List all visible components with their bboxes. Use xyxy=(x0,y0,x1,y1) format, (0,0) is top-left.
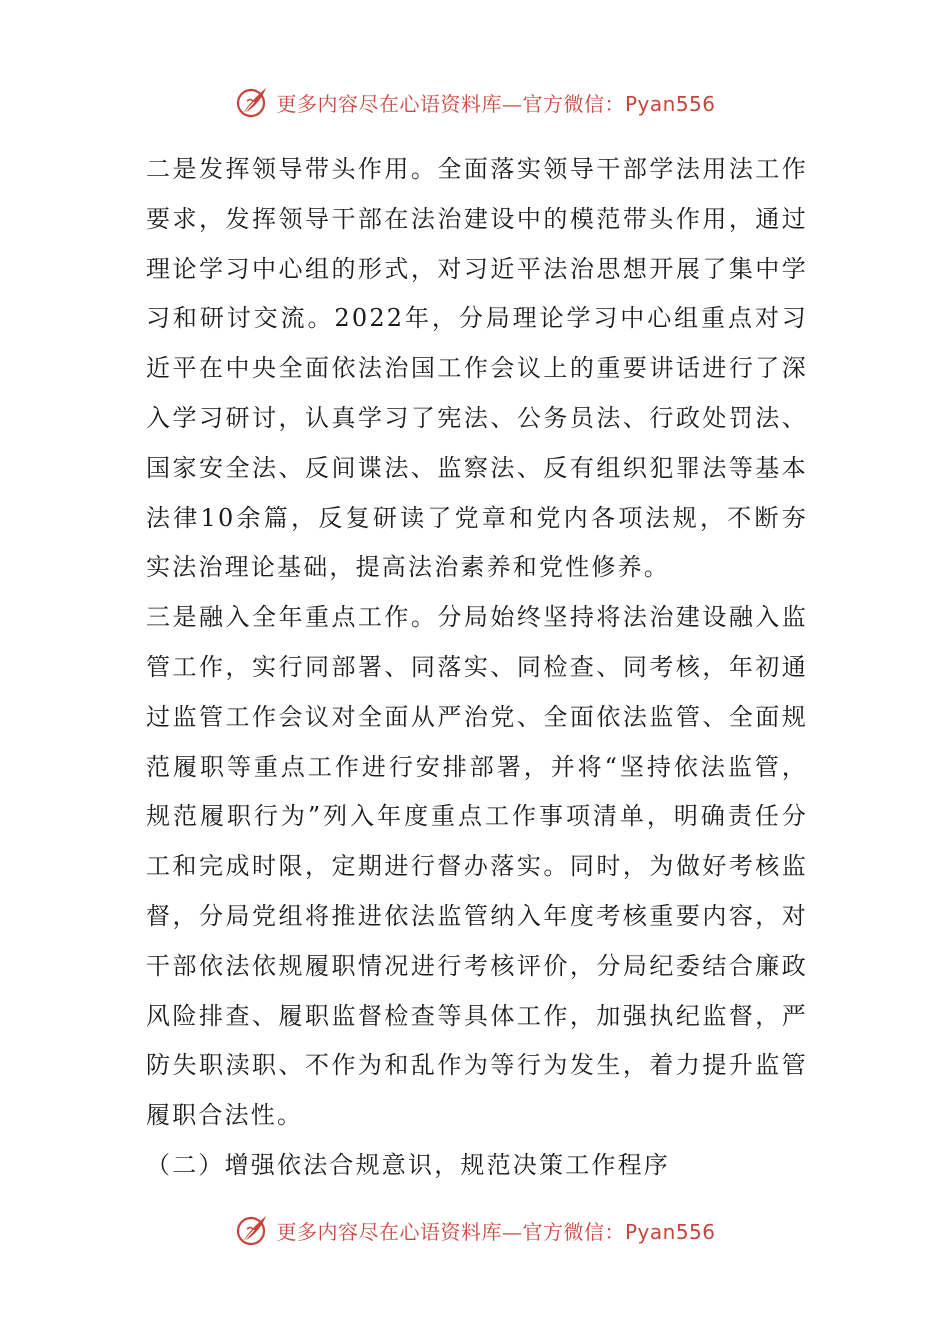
footer-banner xyxy=(0,1210,950,1250)
paragraph-leadership: 二是发挥领导带头作用。全面落实领导干部学法用法工作要求，发挥领导干部在法治建设中的模范带头作用，通过理论学习中心组的形式，对习近平法治思想开展了集中学习和研讨交流。2022年，分局理论学习中心组重点对习近平在中央全面依法治国工作会议上的重要讲话进行了深入学习研讨，认真学习了宪法、公务员法、行政处罚法、国家安全法、反间谍法、监察法、反有组织犯罪法等基本法律10余篇，反复研读了党章和党内各项法规，不断夯实法治理论基础，提高法治素养和党性修养。 xyxy=(146,155,808,582)
header-banner-cn: 更多内容尽在心语资料库—官方微信： xyxy=(276,91,625,116)
footer-banner-id: Pyan556 xyxy=(624,1219,716,1244)
header-banner-id: Pyan556 xyxy=(624,91,716,116)
header-banner xyxy=(0,82,950,122)
feather-pen-seal-icon xyxy=(234,1212,270,1248)
document-body xyxy=(146,145,808,1191)
footer-banner-text xyxy=(276,1216,715,1245)
feather-pen-seal-icon xyxy=(234,84,270,120)
footer-banner-cn: 更多内容尽在心语资料库—官方微信： xyxy=(276,1219,625,1244)
header-banner-text xyxy=(276,88,715,117)
paragraph-key-work: 三是融入全年重点工作。分局始终坚持将法治建设融入监管工作，实行同部署、同落实、同检查、同考核，年初通过监管工作会议对全面从严治党、全面依法监管、全面规范履职等重点工作进行安排部署，并将“坚持依法监管，规范履职行为”列入年度重点工作事项清单，明确责任分工和完成时限，定期进行督办落实。同时，为做好考核监督，分局党组将推进依法监管纳入年度考核重要内容，对干部依法依规履职情况进行考核评价，分局纪委结合廉政风险排查、履职监督检查等具体工作，加强执纪监督，严防失职渎职、不作为和乱作为等行为发生，着力提升监管履职合法性。 xyxy=(146,603,808,1130)
section-heading: （二）增强依法合规意识，规范决策工作程序 xyxy=(146,1150,670,1179)
